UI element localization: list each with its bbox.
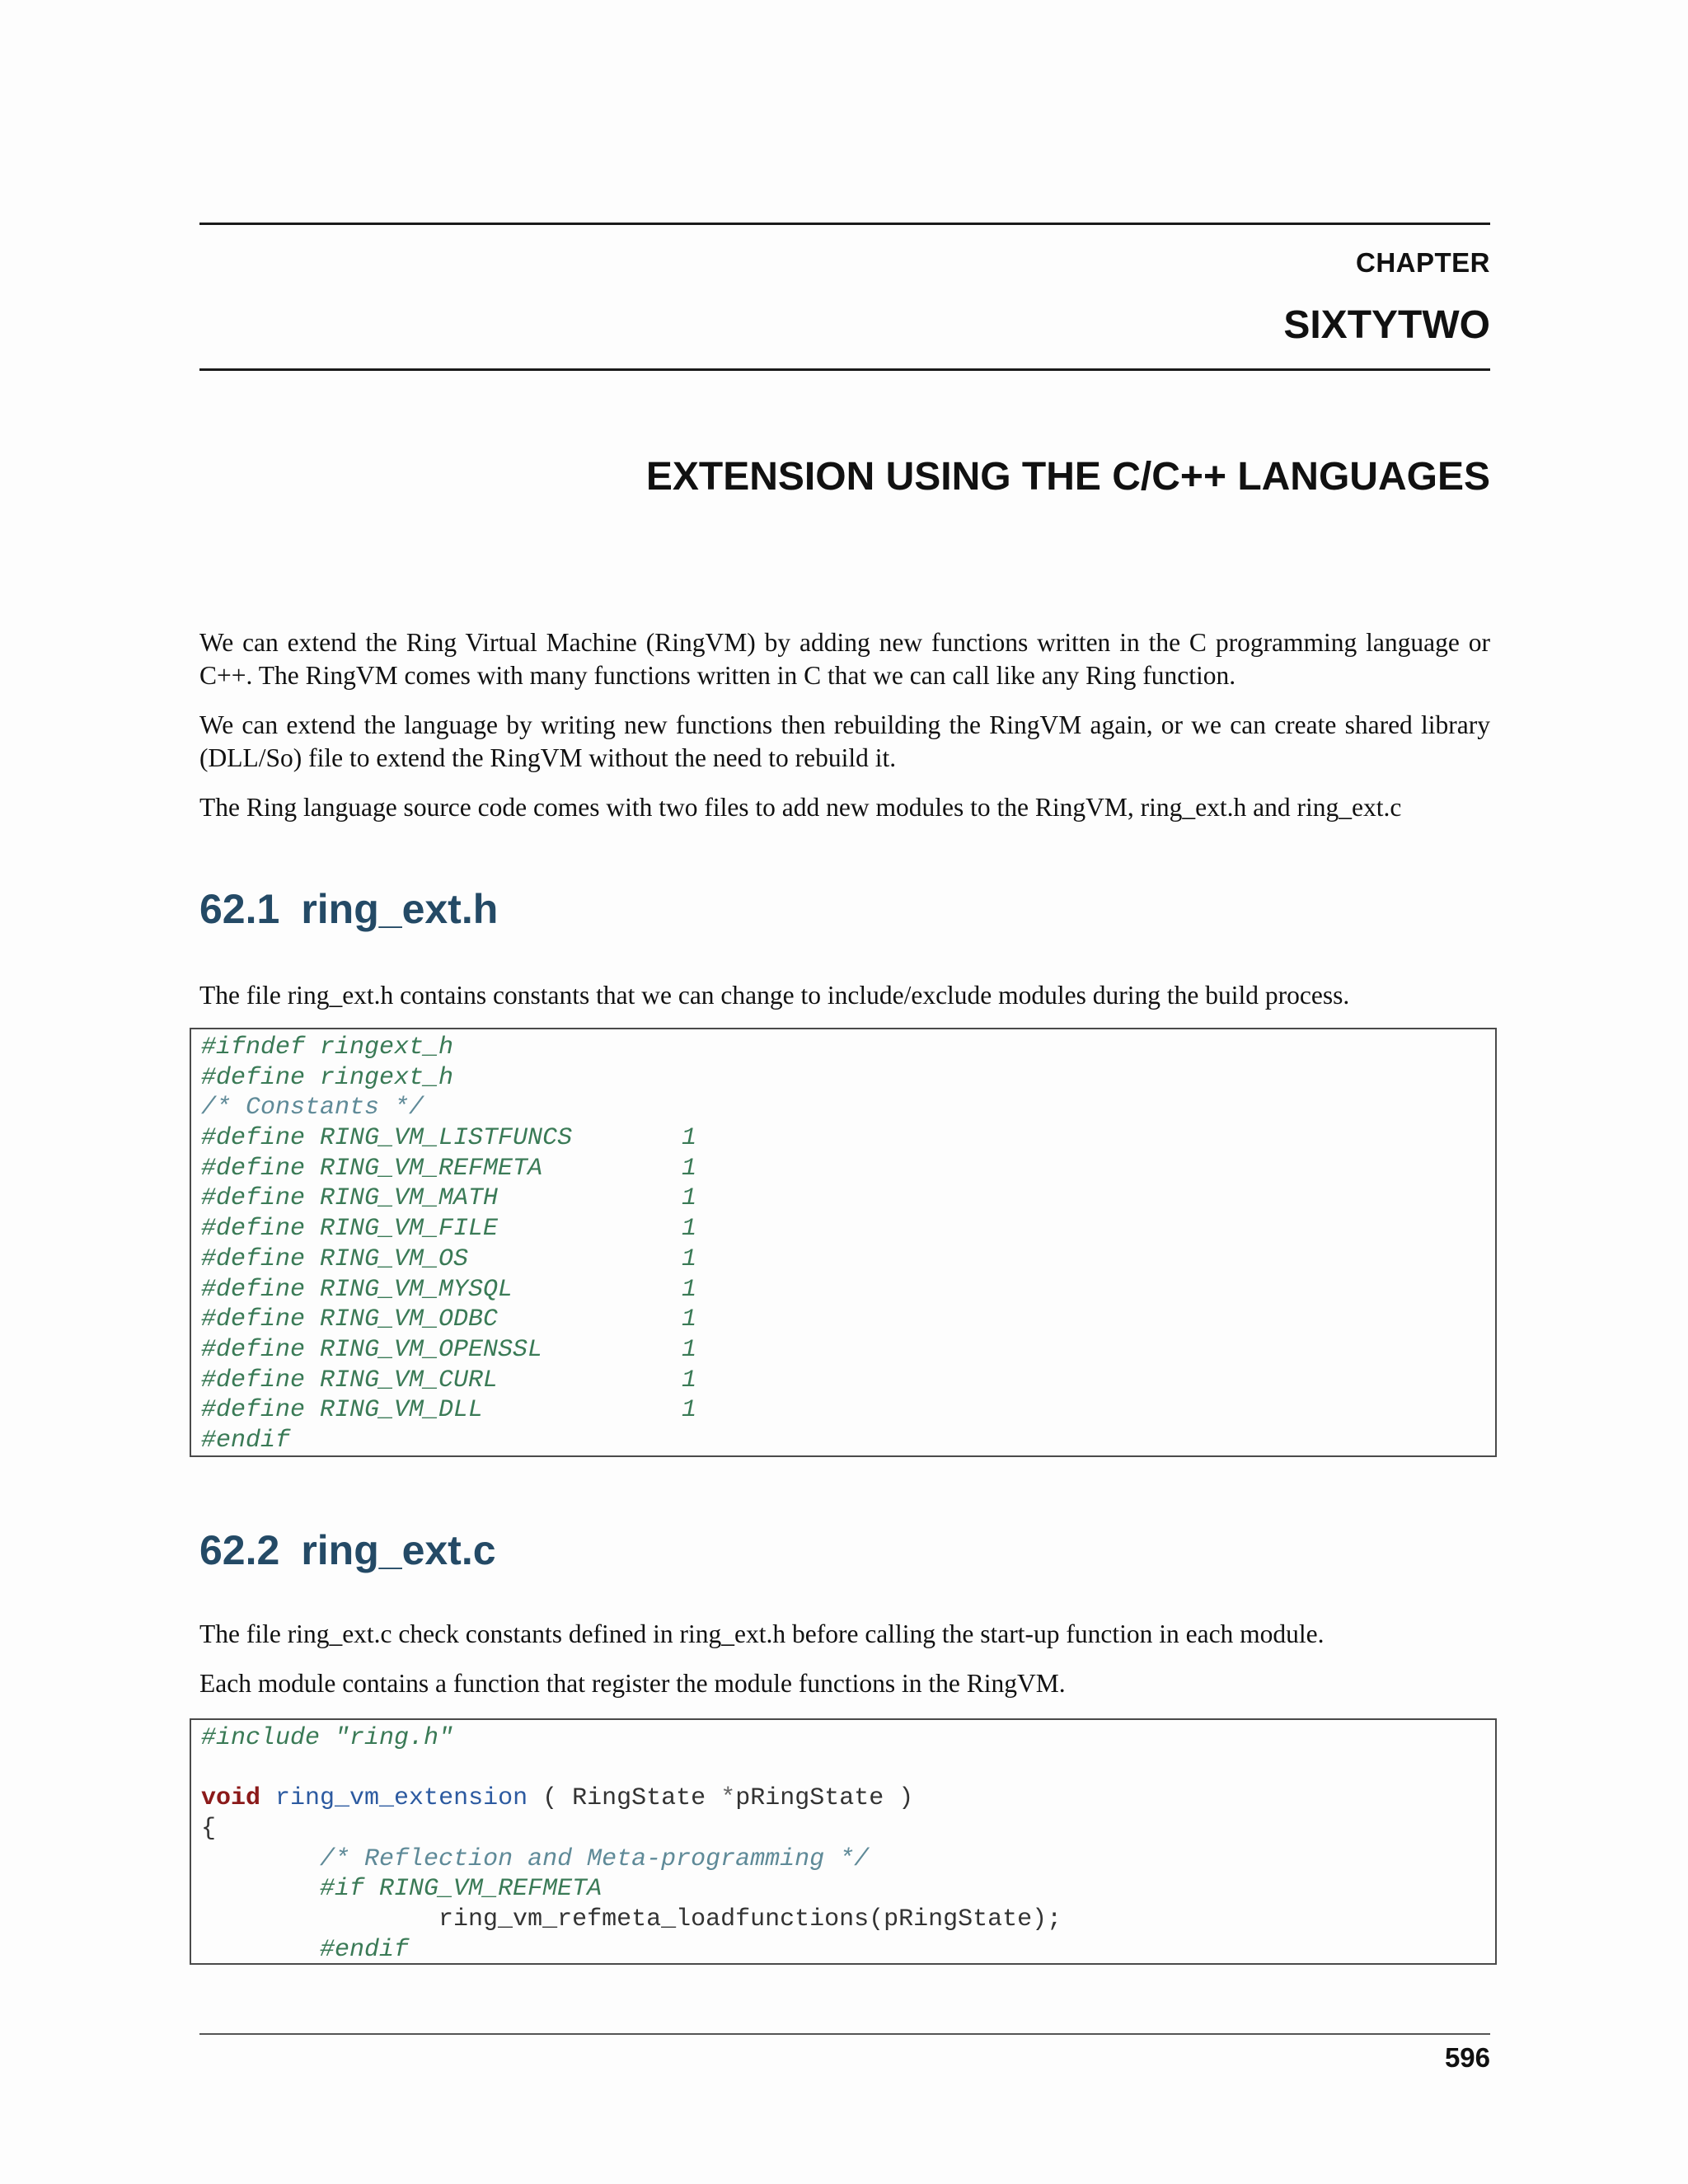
chapter-label: CHAPTER: [1355, 247, 1490, 278]
footer-rule: [199, 2033, 1490, 2035]
code-line: #endif: [201, 1426, 291, 1455]
code-block-ring-ext-h: [190, 1028, 1497, 1457]
code-line: #define RING_VM_ODBC 1: [201, 1305, 697, 1334]
code-line: {: [201, 1815, 217, 1844]
intro-paragraph-1: We can extend the Ring Virtual Machine (RingVM) by adding new functions written in the C programming language or C++. The RingVM comes with many functions written in C that we can call like any Ring function.: [199, 628, 1490, 690]
code-line: #define RING_VM_LISTFUNCS 1: [201, 1124, 697, 1153]
code-line: #define RING_VM_MYSQL 1: [201, 1275, 697, 1304]
section-1-paragraph: The file ring_ext.h contains constants that we can change to include/exclude modules during the build process.: [199, 981, 1350, 1010]
code-line: #define ringext_h: [201, 1063, 454, 1092]
section-title: ring_ext.c: [301, 1527, 496, 1573]
code-line-blank: [201, 1754, 1485, 1784]
code-line: void ring_vm_extension ( RingState *pRingState ): [201, 1784, 914, 1813]
intro-paragraph-3: The Ring language source code comes with two files to add new modules to the RingVM, ring_ext.h and ring_ext.c: [199, 793, 1402, 822]
intro-paragraph-2: We can extend the language by writing new functions then rebuilding the RingVM again, or we can create shared library (DLL/So) file to extend the RingVM without the need to rebuild it.: [199, 710, 1490, 772]
code-line: #define RING_VM_FILE 1: [201, 1215, 697, 1244]
code-line: #include "ring.h": [201, 1724, 454, 1752]
chapter-number: SIXTYTWO: [1283, 303, 1490, 347]
code-line: /* Reflection and Meta-programming */: [320, 1844, 870, 1873]
code-line: #endif: [320, 1935, 410, 1964]
section-number: 62.2: [199, 1527, 280, 1573]
section-heading-62-1: [199, 885, 498, 933]
code-line: #ifndef ringext_h: [201, 1033, 454, 1062]
page-number: 596: [1444, 2042, 1490, 2073]
code-line: #if RING_VM_REFMETA: [320, 1875, 603, 1904]
code-line: /* Constants */: [201, 1094, 424, 1122]
code-line: #define RING_VM_OS 1: [201, 1244, 697, 1273]
code-block-ring-ext-c: [190, 1718, 1497, 1965]
section-heading-62-2: [199, 1526, 496, 1574]
section-number: 62.1: [199, 886, 280, 932]
chapter-bottom-rule: [199, 368, 1490, 371]
section-2-paragraph-1: The file ring_ext.c check constants defined in ring_ext.h before calling the start-up function in each module.: [199, 1619, 1325, 1648]
code-line: #define RING_VM_REFMETA 1: [201, 1154, 697, 1183]
chapter-title: EXTENSION USING THE C/C++ LANGUAGES: [645, 455, 1490, 499]
chapter-top-rule: [199, 223, 1490, 225]
code-line: #define RING_VM_DLL 1: [201, 1396, 697, 1425]
section-title: ring_ext.h: [301, 886, 499, 932]
code-line: #define RING_VM_OPENSSL 1: [201, 1335, 697, 1364]
code-line: ring_vm_refmeta_loadfunctions(pRingState);: [438, 1905, 1062, 1934]
code-line: #define RING_VM_MATH 1: [201, 1184, 697, 1213]
section-2-paragraph-2: Each module contains a function that register the module functions in the RingVM.: [199, 1669, 1066, 1698]
code-line: #define RING_VM_CURL 1: [201, 1366, 697, 1394]
